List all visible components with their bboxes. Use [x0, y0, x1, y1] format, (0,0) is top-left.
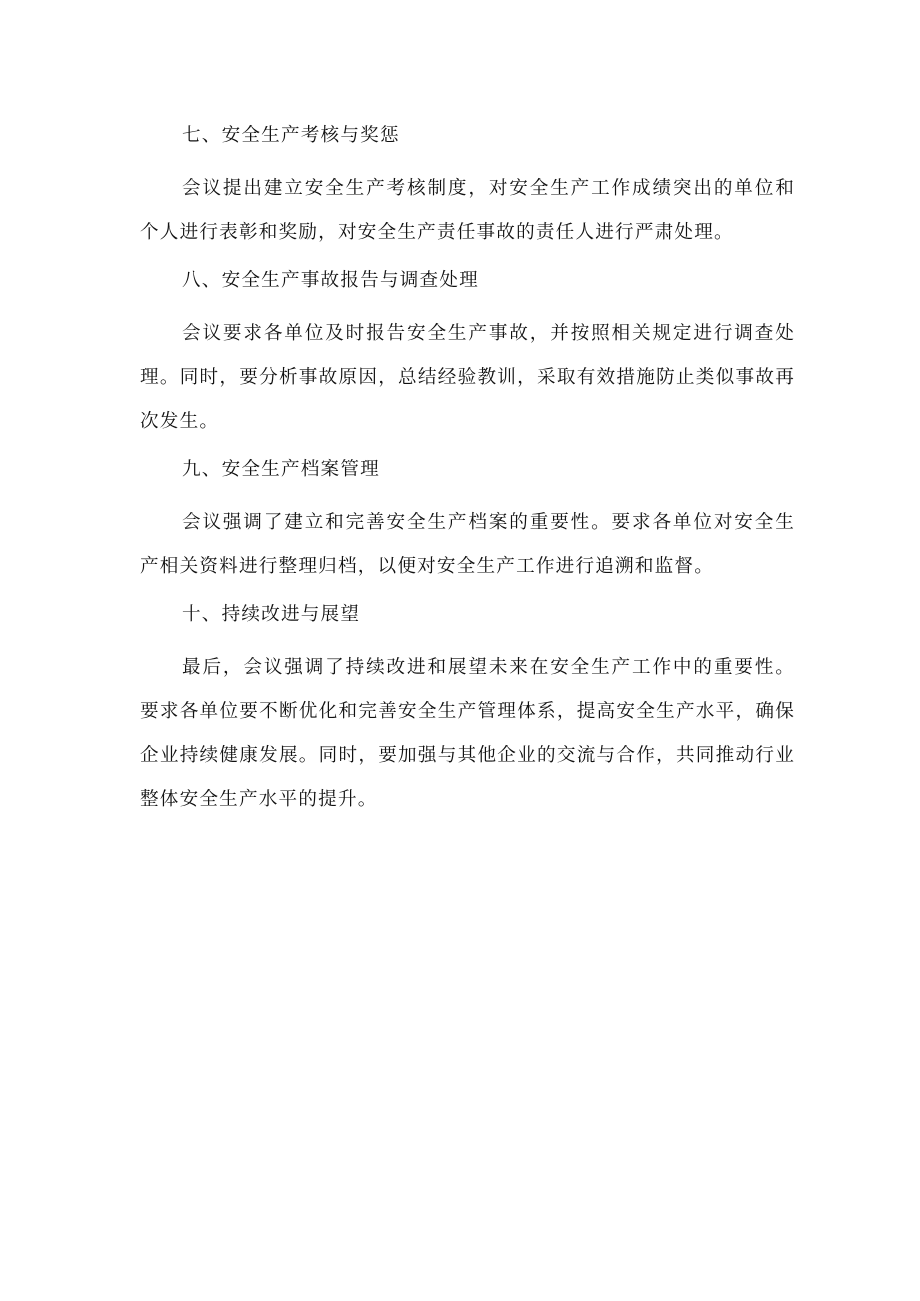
section-heading-7: 七、安全生产考核与奖惩 [182, 125, 400, 146]
section-paragraph-9: 会议强调了建立和完善安全生产档案的重要性。要求各单位对安全生产相关资料进行整理归档，以便对安全生产工作进行追溯和监督。 [140, 512, 795, 577]
section-heading-10: 十、持续改进与展望 [182, 604, 361, 625]
section-paragraph-8: 会议要求各单位及时报告安全生产事故，并按照相关规定进行调查处理。同时，要分析事故原因，总结经验教训，采取有效措施防止类似事故再次发生。 [140, 323, 795, 432]
section-paragraph-10: 最后，会议强调了持续改进和展望未来在安全生产工作中的重要性。要求各单位要不断优化和完善安全生产管理体系，提高安全生产水平，确保企业持续健康发展。同时，要加强与其他企业的交流与合作，共同推动行业整体安全生产水平的提升。 [140, 657, 795, 810]
section-heading-9: 九、安全生产档案管理 [182, 459, 380, 480]
section-heading-8: 八、安全生产事故报告与调查处理 [182, 270, 479, 291]
section-paragraph-7: 会议提出建立安全生产考核制度，对安全生产工作成绩突出的单位和个人进行表彰和奖励，对安全生产责任事故的责任人进行严肃处理。 [140, 178, 795, 243]
document-body [140, 114, 795, 826]
